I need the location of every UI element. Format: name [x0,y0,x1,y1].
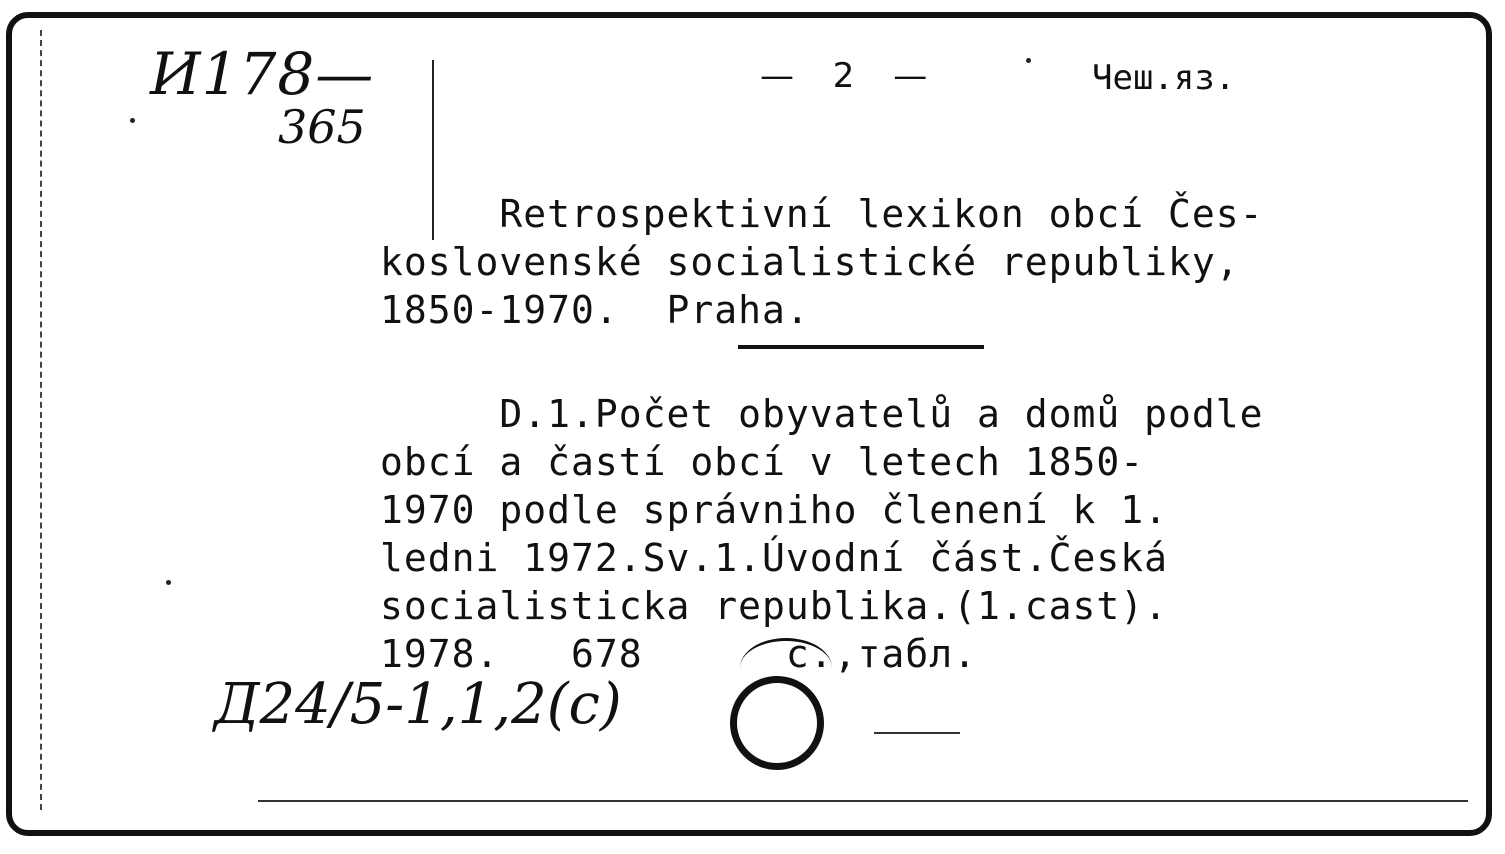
place-of-publication: Praha. [666,288,810,332]
series-line: obcí a častí obcí v letech 1850- [380,440,1145,484]
page-mark: — 2 — [760,56,942,96]
series-line: socialisticka republika.(1.cast). [380,584,1168,628]
dash-mark [874,732,960,734]
call-number-top: И178— [150,40,375,108]
circle-mark [730,676,824,770]
speck [130,118,135,123]
title-line: koslovenské socialistické republiky, [380,240,1240,284]
series-line: 1978. 678 с.,табл. [380,632,977,676]
title-line: Retrospektivní lexikon obcí Čes- [380,192,1264,236]
title-block [380,190,1470,334]
title-line-year: 1850-1970. [380,288,667,332]
bottom-rule [258,800,1468,802]
title-line [380,286,1470,334]
language-label: Чеш.яз. [1092,58,1236,98]
series-line: D.1.Počet obyvatelů a domů podle [380,392,1264,436]
series-block [380,390,1470,678]
series-line: ledni 1972.Sv.1.Úvodní část.Česká [380,536,1168,580]
place-underline [738,345,984,349]
call-number-bottom: 365 [278,100,366,154]
speck [166,580,171,585]
series-line: 1970 podle správniho členení k 1. [380,488,1168,532]
speck [1026,58,1031,63]
card-edge-rule [40,30,44,810]
shelfmark: Д24/5-1,1,2(с) [214,672,622,737]
